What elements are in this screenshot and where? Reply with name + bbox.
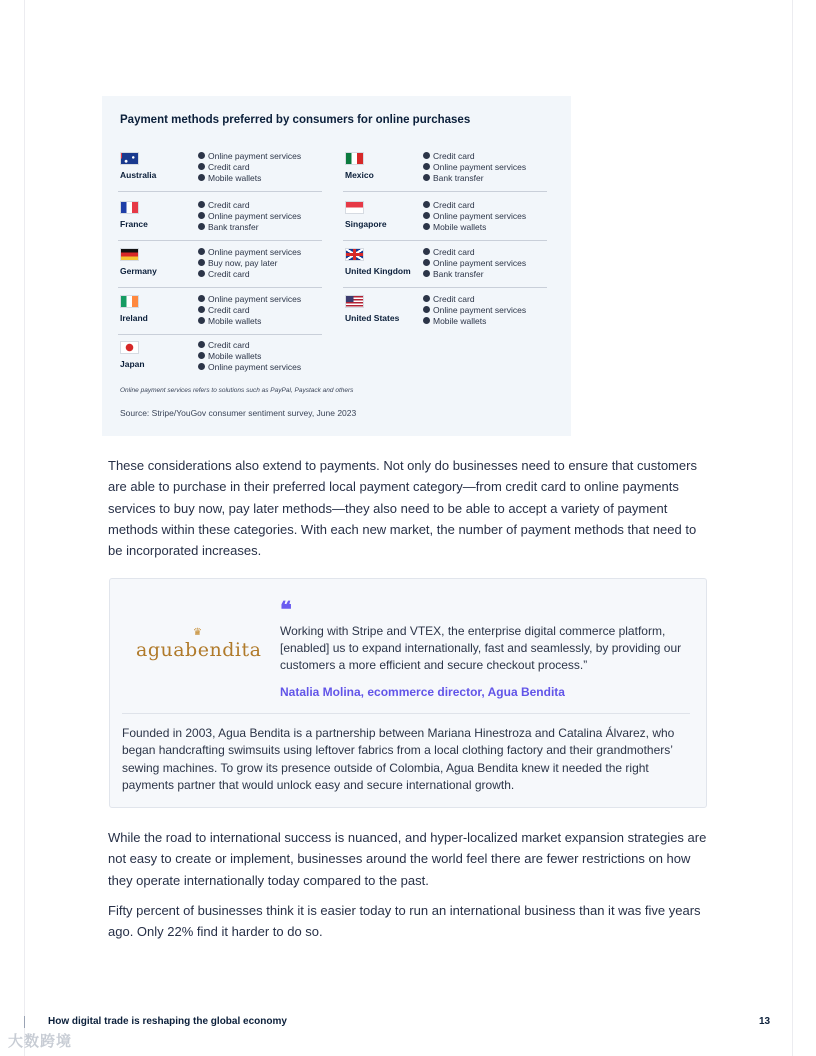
rank-bullet-icon	[423, 223, 430, 230]
flag-icon	[120, 248, 139, 261]
country-name: United States	[345, 313, 400, 323]
payment-method-label: Mobile wallets	[433, 316, 487, 326]
payment-method-item	[198, 362, 301, 373]
payment-method-item	[198, 340, 301, 351]
payment-method-item	[423, 151, 526, 162]
figure-source: Source: Stripe/YouGov consumer sentiment survey, June 2023	[120, 408, 357, 418]
payment-method-item	[198, 351, 301, 362]
flag-icon	[120, 152, 139, 165]
agua-bendita-logo: aguabendita	[136, 639, 262, 661]
country-row	[118, 335, 322, 381]
payment-methods-figure	[102, 96, 571, 436]
payment-method-item	[198, 316, 301, 327]
payment-method-list	[198, 151, 301, 184]
rank-bullet-icon	[423, 270, 430, 277]
rank-bullet-icon	[423, 201, 430, 208]
payment-method-label: Credit card	[433, 294, 475, 304]
rank-bullet-icon	[198, 295, 205, 302]
country-row	[118, 195, 322, 241]
payment-method-label: Credit card	[208, 269, 250, 279]
rank-bullet-icon	[198, 317, 205, 324]
payment-method-label: Online payment services	[208, 247, 302, 257]
flag-icon	[120, 295, 139, 308]
flag-icon	[120, 341, 139, 354]
payment-method-list	[423, 151, 526, 184]
payment-method-item	[198, 222, 301, 233]
rank-bullet-icon	[423, 212, 430, 219]
page-edge-left	[24, 0, 25, 1056]
payment-method-list	[423, 294, 526, 327]
country-row	[343, 146, 547, 192]
country-name: Germany	[120, 266, 157, 276]
rank-bullet-icon	[198, 248, 205, 255]
payment-method-item	[198, 269, 301, 280]
rank-bullet-icon	[423, 248, 430, 255]
rank-bullet-icon	[423, 152, 430, 159]
flag-icon	[120, 201, 139, 214]
crown-icon: ♛	[193, 627, 202, 638]
payment-method-item	[423, 211, 526, 222]
footer-marker	[24, 1016, 25, 1028]
customer-quote: Working with Stripe and VTEX, the enterprise digital commerce platform, [enabled] us to expand internationally, fast and seamlessly, by providing our customers a more efficient and secure checkout process.”	[280, 624, 682, 672]
rank-bullet-icon	[423, 163, 430, 170]
company-description: Founded in 2003, Agua Bendita is a partnership between Mariana Hinestroza and Catalina Álvarez, who began handcrafting swimsuits using leftover fabrics from a local clothing factory and their grandmothers’ sewing machines. To grow its presence outside of Colombia, Agua Bendita knew it needed the right payments partner that would unlock easy and secure international growth.	[122, 726, 675, 792]
payment-method-list	[423, 200, 526, 233]
rank-bullet-icon	[198, 163, 205, 170]
payment-method-item	[423, 222, 526, 233]
rank-bullet-icon	[198, 212, 205, 219]
country-row	[118, 242, 322, 288]
body-paragraph-payments: These considerations also extend to payments. Not only do businesses need to ensure that customers are able to purchase in their preferred local payment category—from credit card to online payments services to buy now, pay later methods—they also need to be able to accept a variety of payment methods within these categories. With each new market, the number of payment methods that need to be incorporated increases.	[108, 458, 697, 559]
payment-method-list	[198, 200, 301, 233]
country-row	[118, 289, 322, 335]
payment-method-item	[423, 200, 526, 211]
country-row	[343, 195, 547, 241]
payment-method-label: Bank transfer	[433, 173, 484, 183]
country-row	[343, 289, 547, 335]
payment-method-item	[423, 316, 526, 327]
watermark: 大数跨境	[8, 1033, 73, 1050]
payment-method-item	[423, 305, 526, 316]
payment-method-item	[423, 173, 526, 184]
country-name: Australia	[120, 170, 157, 180]
rank-bullet-icon	[198, 201, 205, 208]
rank-bullet-icon	[198, 352, 205, 359]
payment-method-label: Online payment services	[208, 294, 302, 304]
country-name: Japan	[120, 359, 145, 369]
country-name: Singapore	[345, 219, 387, 229]
payment-method-item	[423, 162, 526, 173]
payment-method-item	[198, 151, 301, 162]
payment-method-list	[198, 247, 301, 280]
rank-bullet-icon	[198, 363, 205, 370]
rank-bullet-icon	[198, 270, 205, 277]
payment-method-label: Online payment services	[208, 362, 302, 372]
payment-method-list	[198, 340, 301, 373]
payment-method-item	[198, 247, 301, 258]
rank-bullet-icon	[423, 306, 430, 313]
payment-method-item	[423, 258, 526, 269]
payment-method-item	[198, 258, 301, 269]
flag-icon	[345, 248, 364, 261]
country-name: Mexico	[345, 170, 374, 180]
figure-note: Online payment services refers to solutions such as PayPal, Paystack and others	[120, 387, 354, 394]
rank-bullet-icon	[198, 223, 205, 230]
card-divider	[122, 713, 690, 714]
rank-bullet-icon	[423, 295, 430, 302]
rank-bullet-icon	[198, 174, 205, 181]
payment-method-item	[423, 269, 526, 280]
payment-method-label: Credit card	[433, 247, 475, 257]
payment-method-label: Online payment services	[433, 211, 527, 221]
page-edge-right	[792, 0, 793, 1056]
flag-icon	[345, 152, 364, 165]
country-name: United Kingdom	[345, 266, 411, 276]
payment-method-item	[198, 294, 301, 305]
payment-method-label: Bank transfer	[433, 269, 484, 279]
payment-method-list	[423, 247, 526, 280]
payment-method-item	[198, 211, 301, 222]
quote-mark-icon: ❝	[280, 597, 292, 623]
rank-bullet-icon	[198, 152, 205, 159]
payment-method-label: Mobile wallets	[433, 222, 487, 232]
country-name: France	[120, 219, 148, 229]
payment-method-label: Mobile wallets	[208, 351, 262, 361]
payment-method-label: Online payment services	[433, 162, 527, 172]
rank-bullet-icon	[423, 259, 430, 266]
country-grid	[118, 146, 546, 374]
payment-method-label: Mobile wallets	[208, 316, 262, 326]
rank-bullet-icon	[198, 341, 205, 348]
customer-quote-card	[109, 578, 707, 808]
footer-title: How digital trade is reshaping the global economy	[48, 1016, 287, 1027]
rank-bullet-icon	[198, 306, 205, 313]
payment-method-label: Online payment services	[208, 211, 302, 221]
payment-method-label: Online payment services	[208, 151, 302, 161]
rank-bullet-icon	[198, 259, 205, 266]
payment-method-item	[198, 162, 301, 173]
quote-attribution: Natalia Molina, ecommerce director, Agua Bendita	[280, 685, 565, 699]
page-number: 13	[759, 1016, 771, 1027]
payment-method-label: Credit card	[208, 162, 250, 172]
payment-method-label: Credit card	[208, 305, 250, 315]
country-row	[118, 146, 322, 192]
payment-method-label: Buy now, pay later	[208, 258, 278, 268]
payment-method-list	[198, 294, 301, 327]
payment-method-item	[423, 294, 526, 305]
payment-method-label: Credit card	[433, 200, 475, 210]
rank-bullet-icon	[423, 317, 430, 324]
payment-method-label: Online payment services	[433, 305, 527, 315]
rank-bullet-icon	[423, 174, 430, 181]
payment-method-label: Credit card	[208, 340, 250, 350]
payment-method-item	[198, 305, 301, 316]
body-paragraph-expansion: While the road to international success is nuanced, and hyper-localized market expansion strategies are not easy to create or implement, businesses around the world feel there are fewer restrictions on how they operate internationally today compared to the past.	[108, 830, 707, 888]
country-name: Ireland	[120, 313, 148, 323]
flag-icon	[345, 295, 364, 308]
country-row	[343, 242, 547, 288]
payment-method-label: Credit card	[208, 200, 250, 210]
payment-method-item	[198, 173, 301, 184]
payment-method-item	[198, 200, 301, 211]
payment-method-label: Mobile wallets	[208, 173, 262, 183]
flag-icon	[345, 201, 364, 214]
body-paragraph-statistic: Fifty percent of businesses think it is easier today to run an international business than it was five years ago. Only 22% find it harder to do so.	[108, 903, 701, 940]
figure-title: Payment methods preferred by consumers for online purchases	[120, 114, 471, 126]
payment-method-label: Bank transfer	[208, 222, 259, 232]
payment-method-label: Credit card	[433, 151, 475, 161]
payment-method-item	[423, 247, 526, 258]
payment-method-label: Online payment services	[433, 258, 527, 268]
